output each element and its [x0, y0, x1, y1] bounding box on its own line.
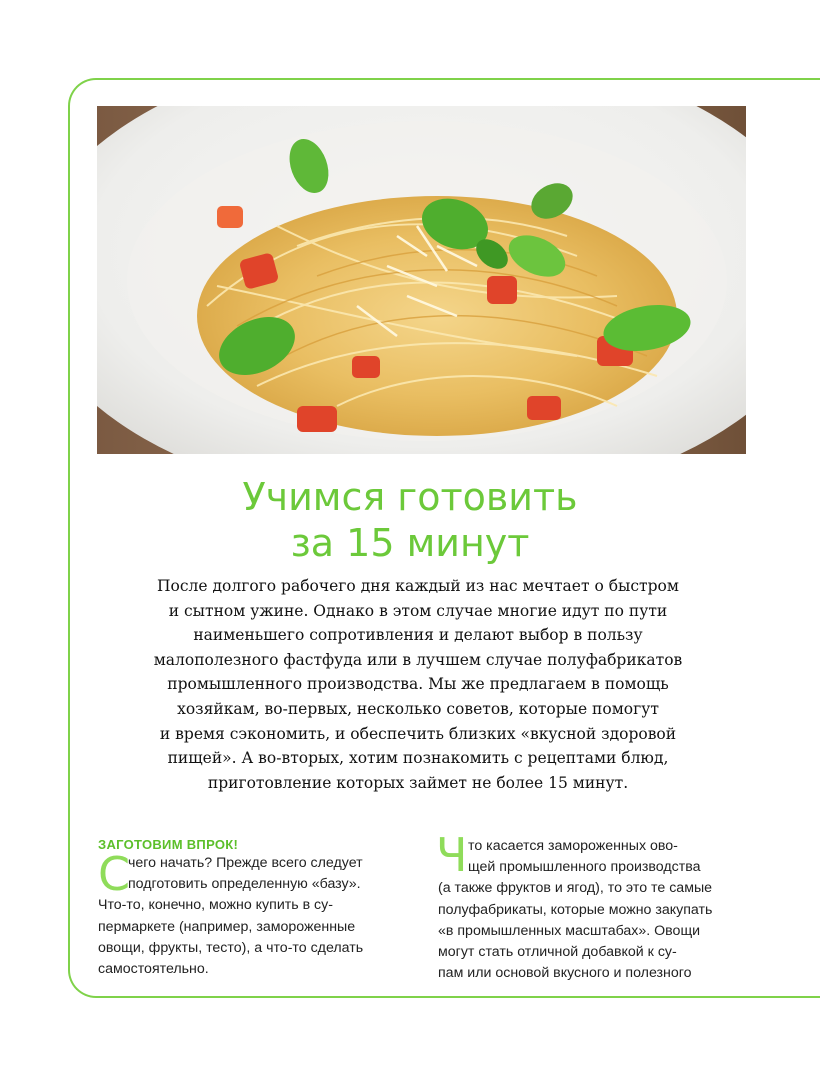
pasta-plate-illustration: [97, 106, 746, 454]
column-line: подготовить определенную «базу».: [128, 876, 361, 893]
column-line: (а также фруктов и ягод), то это те самые: [438, 880, 713, 897]
left-column: [98, 836, 408, 980]
intro-line: и время сэкономить, и обеспечить близких «вкусной здоровой: [159, 724, 677, 743]
column-line: полуфабрикаты, которые можно закупать: [438, 901, 713, 918]
intro-line: наименьшего сопротивления и делают выбор в пользу: [193, 626, 643, 645]
intro-line: малополезного фастфуда или в лучшем случае полуфабрикатов: [153, 650, 683, 669]
column-line: чего начать? Прежде всего следует: [128, 855, 363, 871]
intro-line: пищей». А во-вторых, хотим познакомить с рецептами блюд,: [167, 749, 669, 768]
column-line: овощи, фрукты, тесто), а что-то сделать: [98, 939, 364, 956]
intro-line: приготовление которых займет не более 15 минут.: [207, 773, 629, 792]
right-column-body: [436, 828, 748, 984]
column-line: то касается замороженных ово-: [468, 838, 678, 854]
column-line: пермаркете (например, замороженные: [98, 918, 356, 935]
intro-line: и сытном ужине. Однако в этом случае многие идут по пути: [168, 601, 668, 620]
column-line: «в промышленных масштабах». Овощи: [438, 922, 701, 939]
left-column-body: [98, 847, 408, 980]
pasta-photo: [97, 106, 746, 454]
section-heading: ЗАГОТОВИМ ВПРОК!: [98, 837, 239, 852]
intro-line: хозяйкам, во-первых, несколько советов, которые помогут: [177, 699, 659, 718]
drop-cap: Ч: [436, 828, 468, 882]
title-line-1: Учимся готовить: [242, 475, 578, 519]
column-line: щей промышленного производства: [468, 859, 701, 876]
page-title: [0, 474, 820, 566]
intro-paragraph: [112, 574, 724, 795]
column-line: Что-то, конечно, можно купить в су-: [98, 897, 333, 914]
intro-line: промышленного производства. Мы же предлагаем в помощь: [167, 675, 669, 694]
intro-line: После долгого рабочего дня каждый из нас мечтает о быстром: [157, 577, 679, 595]
title-line-2: за 15 минут: [290, 521, 530, 565]
column-line: пам или основой вкусного и полезного: [438, 965, 692, 982]
drop-cap: С: [98, 847, 131, 901]
column-line: могут стать отличной добавкой к су-: [438, 944, 677, 961]
right-column: [436, 828, 748, 984]
column-line: самостоятельно.: [98, 961, 209, 978]
